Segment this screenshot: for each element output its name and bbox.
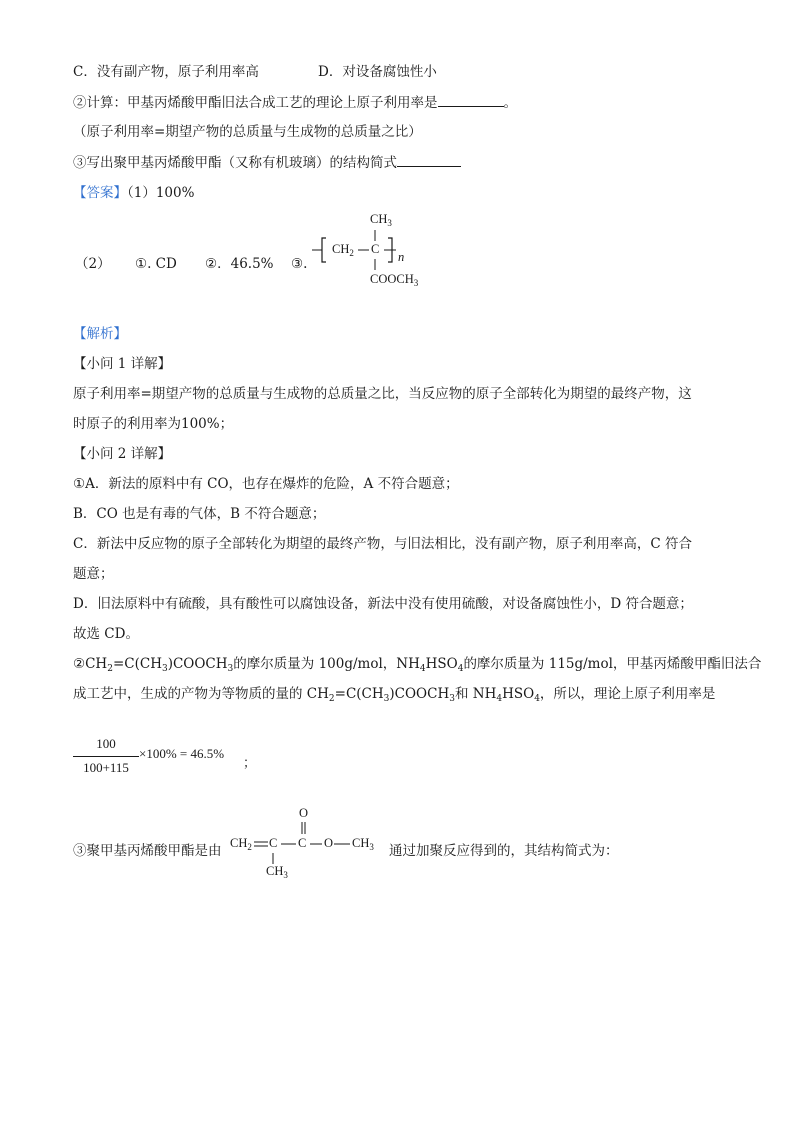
- answer-part-2-label: （2）: [75, 256, 111, 272]
- monomer-c1: C: [269, 836, 278, 850]
- calc-question: [73, 92, 517, 113]
- polymer-structure: [312, 210, 442, 290]
- molar-mass-line-2: 成工艺中，生成的产物为等物质的量的 $CH_2=C(CH_3)COOCH_3$和 $NH_4HSO_4$，所以，理论上原子利用率是: [73, 686, 716, 704]
- answer-blank-1: [438, 92, 504, 107]
- molar-mass-line-1: $②CH_2=C(CH_3)COOCH_3$的摩尔质量为 100g/mol，$NH_4HSO_4$的摩尔质量为 115g/mol，甲基丙烯酸甲酯旧法合: [73, 656, 762, 674]
- monomer-line-suffix: 通过加聚反应得到的，其结构简式为：: [389, 843, 619, 859]
- polymer-bottom-cooch3: $COOCH_3$: [370, 272, 419, 288]
- calc-question-text: ②计算：甲基丙烯酸甲酯旧法合成工艺的理论上原子利用率是: [73, 95, 438, 111]
- option-c: C．没有副产物，原子利用率高: [73, 64, 259, 80]
- section-1-line-2: 时原子的利用率为100%；: [73, 416, 234, 432]
- utilization-note: （原子利用率=期望产物的总质量与生成物的总质量之比）: [73, 124, 422, 140]
- option-d-analysis: D．旧法原料中有硫酸，具有酸性可以腐蚀设备，新法中没有使用硫酸，对设备腐蚀性小，D 符合题意；: [73, 596, 693, 612]
- option-c-analysis-2: 题意；: [73, 566, 114, 582]
- answer-2-3: ③.: [291, 256, 308, 272]
- formula-end-punct: ；: [243, 756, 257, 771]
- option-d: D．对设备腐蚀性小: [318, 64, 437, 80]
- choice-conclusion: 故选 CD。: [73, 626, 139, 642]
- monomer-structure: [230, 804, 390, 882]
- structure-question: [73, 152, 461, 173]
- answer-blank-2: [397, 152, 461, 167]
- polymer-top-ch3: $CH_3$: [370, 212, 392, 228]
- monomer-ch2: $CH_2$: [230, 836, 252, 852]
- fraction-denominator: 100+115: [83, 760, 129, 775]
- polymer-ch2: $CH_2$: [332, 242, 354, 258]
- answer-2-2: ②．46.5%: [205, 256, 274, 272]
- answer-part-1: （1）100%: [127, 185, 195, 201]
- option-c-analysis-1: C．新法中反应物的原子全部转化为期望的最终产物，与旧法相比，没有副产物，原子利用率高，C 符合: [73, 536, 692, 552]
- monomer-ch3-right: $CH_3$: [352, 836, 374, 852]
- calc-question-end: 。: [503, 95, 517, 111]
- fraction-numerator: 100: [96, 736, 116, 751]
- section-1-title: 【小问 1 详解】: [73, 356, 172, 372]
- section-2-title: 【小问 2 详解】: [73, 446, 172, 462]
- option-b-analysis: B．CO 也是有毒的气体，B 不符合题意；: [73, 506, 326, 522]
- formula-result: ×100% = 46.5%: [139, 746, 225, 761]
- monomer-c2: C: [298, 836, 307, 850]
- fraction-bar: [73, 756, 139, 757]
- answer-2-1: ①. CD: [135, 256, 177, 272]
- monomer-ch3-bottom: $CH_3$: [266, 864, 288, 880]
- answer-line-1: [73, 183, 194, 203]
- polymer-center-c: C: [371, 242, 380, 256]
- answer-label: 【答案】: [73, 185, 127, 201]
- structure-question-text: ③写出聚甲基丙烯酸甲酯（又称有机玻璃）的结构简式: [73, 155, 397, 171]
- monomer-ester-o: O: [324, 836, 334, 850]
- monomer-carbonyl-o: O: [299, 806, 309, 820]
- option-a-analysis: ①A．新法的原料中有 CO，也存在爆炸的危险，A 不符合题意；: [73, 476, 459, 492]
- section-1-line-1: 原子利用率=期望产物的总质量与生成物的总质量之比，当反应物的原子全部转化为期望的最终产物，这: [73, 386, 692, 402]
- polymer-subscript-n: n: [398, 250, 405, 264]
- analysis-label: 【解析】: [73, 326, 127, 342]
- monomer-line-prefix: ③聚甲基丙烯酸甲酯是由: [73, 843, 222, 859]
